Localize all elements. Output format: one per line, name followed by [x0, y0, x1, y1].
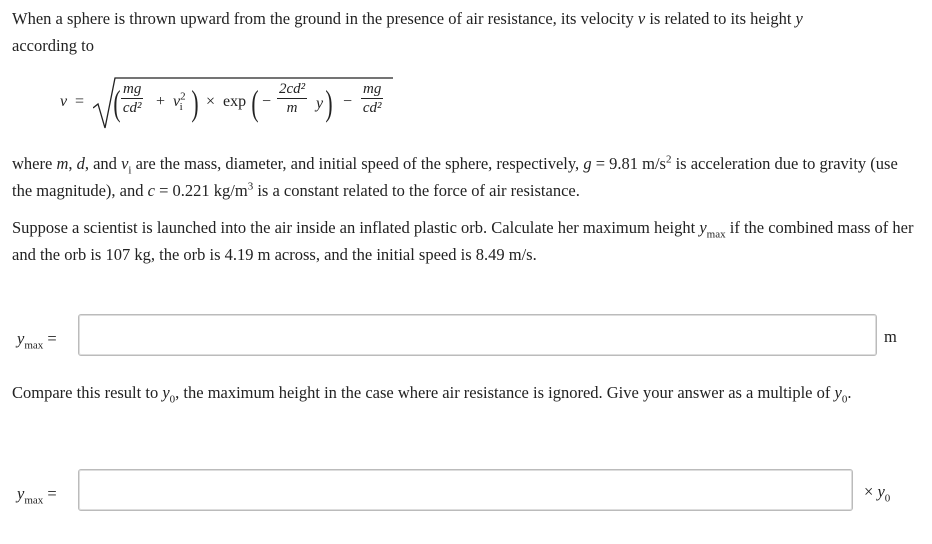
intro-paragraph: When a sphere is thrown upward from the ground in the presence of air resistance, its velocity v is related to its height y according to	[12, 9, 803, 55]
compare-paragraph: Compare this result to $y_0$, the maximum height in the case where air resistance is ignored. Give your answer as a multiple of $y_0$.	[12, 383, 852, 406]
problem-paragraph: Suppose a scientist is launched into the air inside an inflated plastic orb. Calculate her maximum height $y_{max}$ if the combined mass of her and the orb is 107 kg, the orb is 4.19 m across, and the initial speed is 8.49 m/s.	[12, 218, 914, 264]
ymax-answer-input[interactable]	[78, 314, 877, 356]
ymax-ratio-label: $y_{max}$ =	[17, 484, 57, 507]
definitions-paragraph: where m, d, and $v_i$ are the mass, diameter, and initial speed of the sphere, respectively, g = 9.81 $m/s^2$ is acceleration due to gravity (use the magnitude), and c = 0.221 $kg/m^3$ is a constant related to the force of air resistance.	[12, 153, 898, 200]
ymax-label: $y_{max}$ =	[17, 329, 57, 352]
unit-meters: m	[884, 327, 897, 346]
ymax-ratio-input[interactable]	[78, 469, 853, 511]
unit-times-y0: × $y_0$	[864, 482, 891, 505]
